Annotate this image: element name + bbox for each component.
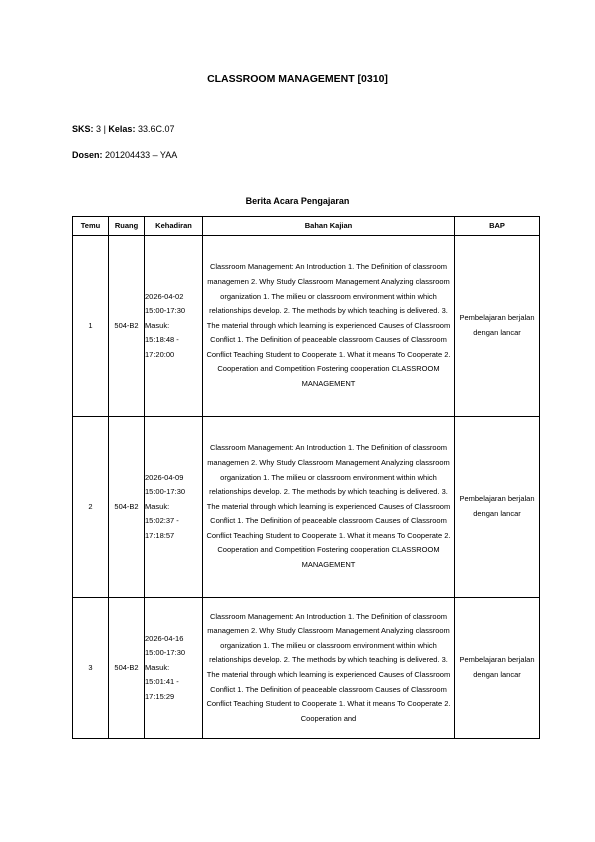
attendance-in-label: Masuk: [145,501,170,511]
course-meta-line [72,124,174,134]
attendance-in-time: 15:18:48 - [145,335,179,345]
section-title: Berita Acara Pengajaran [245,196,350,206]
attendance-date: 2026-04-02 [145,291,184,301]
header-ruang: Ruang [109,217,145,236]
attendance-out-time: 17:15:29 [145,691,175,701]
study-material-cell [203,236,455,417]
table-row [73,417,540,598]
bap-note-cell: Pembelajaran berjalan dengan lancar [455,236,540,417]
bap-note-cell: Pembelajaran berjalan dengan lancar [455,417,540,598]
table-row [73,236,540,417]
dosen-label: Dosen: [72,150,103,160]
attendance-in-time: 15:01:41 - [145,677,179,687]
study-material-text: Classroom Management: An Introduction 1. The Definition of classroom managemen 2. Why Study Classroom Management Analyzing classroom organization 1. The milieu or classroom environment within which relationships develop. 2. The methods by which teaching is delivered. 3. The material through which learning is experienced Causes of Classroom Conflict 1. The Definition of peaceable classroom Causes of Classroom Conflict Teaching Student to Cooperate 1. What it means To Cooperate 2. Cooperation and Competition Fostering cooperation CLASSROOM MANAGEMENT [206,262,451,389]
room-cell: 504-B2 [109,236,145,417]
header-temu: Temu [73,217,109,236]
kelas-label: Kelas: [108,124,136,134]
attendance-in-label: Masuk: [145,662,170,672]
bap-note-cell: Pembelajaran berjalan dengan lancar [455,598,540,739]
attendance-cell [145,598,203,739]
attendance-schedule: 15:00-17:30 [145,306,186,316]
table-row [73,598,540,739]
sks-value: 3 [96,124,102,134]
header-bahan-kajian: Bahan Kajian [203,217,455,236]
sks-label: SKS: [72,124,94,134]
attendance-cell [145,417,203,598]
study-material-cell [203,417,455,598]
room-cell: 504-B2 [109,417,145,598]
attendance-out-time: 17:18:57 [145,530,175,540]
study-material-text: Classroom Management: An Introduction 1. The Definition of classroom managemen 2. Why Study Classroom Management Analyzing classroom organization 1. The milieu or classroom environment within which relationships develop. 2. The methods by which teaching is delivered. 3. The material through which learning is experienced Causes of Classroom Conflict 1. The Definition of peaceable classroom Causes of Classroom Conflict Teaching Student to Cooperate 1. What it means To Cooperate 2. Cooperation and Competition Fostering cooperation CLASSROOM MANAGEMENT [206,443,451,570]
page-title: CLASSROOM MANAGEMENT [0310] [207,73,388,85]
study-material-text: Classroom Management: An Introduction 1. The Definition of classroom managemen 2. Why Study Classroom Management Analyzing classroom organization 1. The milieu or classroom environment within which relationships develop. 2. The methods by which teaching is delivered. 3. The material through which learning is experienced Causes of Classroom Conflict 1. The Definition of peaceable classroom Causes of Classroom Conflict Teaching Student to Cooperate 1. What it means To Cooperate 2. Cooperation and [206,611,451,723]
meeting-number: 2 [73,417,109,598]
attendance-in-label: Masuk: [145,320,170,330]
room-cell: 504-B2 [109,598,145,739]
meeting-number: 1 [73,236,109,417]
teaching-record-table [72,216,540,739]
table-header-row [73,217,540,236]
meeting-number: 3 [73,598,109,739]
kelas-value: 33.6C.07 [137,124,175,134]
attendance-in-time: 15:02:37 - [145,516,179,526]
lecturer-line [72,150,177,160]
attendance-out-time: 17:20:00 [145,349,175,359]
header-kehadiran: Kehadiran [145,217,203,236]
attendance-schedule: 15:00-17:30 [145,487,186,497]
dosen-value: 201204433 – YAA [105,150,178,160]
attendance-cell [145,236,203,417]
attendance-date: 2026-04-16 [145,633,184,643]
attendance-schedule: 15:00-17:30 [145,648,186,658]
attendance-date: 2026-04-09 [145,472,184,482]
study-material-cell [203,598,455,739]
meta-separator: | [103,124,106,134]
header-bap: BAP [455,217,540,236]
